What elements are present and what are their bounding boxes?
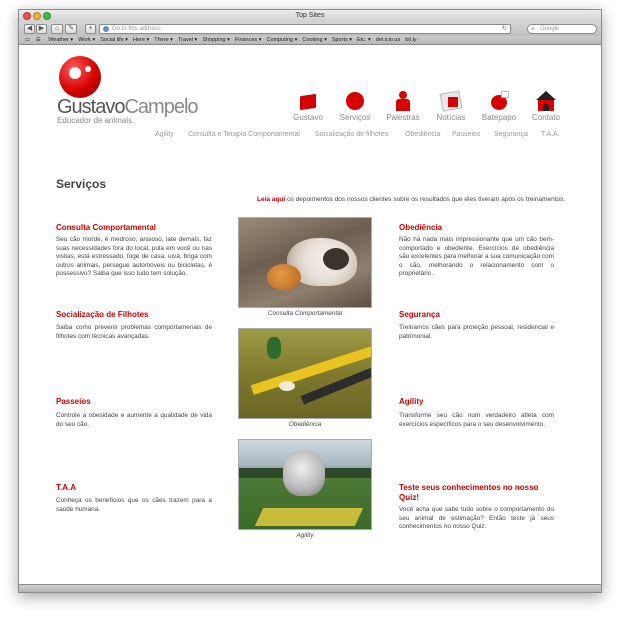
section-body-socializacao: Saiba como prevenir problemas comportamenais de filhotes com técnicas avançadas. bbox=[56, 324, 212, 340]
bookmark-item[interactable]: Etc. ▾ bbox=[357, 37, 371, 43]
reload-icon[interactable]: ↻ bbox=[501, 26, 507, 32]
section-title-passeios[interactable]: Passeios bbox=[56, 397, 91, 406]
edit-button[interactable]: ✎ bbox=[65, 24, 77, 34]
search-icon: ⌕ bbox=[531, 26, 535, 32]
nav-contato[interactable] bbox=[523, 91, 569, 122]
section-title-seguranca[interactable]: Segurança bbox=[399, 310, 440, 319]
bookmark-item[interactable]: Finances ▾ bbox=[234, 37, 262, 43]
add-bookmark-button[interactable]: + bbox=[85, 24, 96, 34]
logo-name: GustavoCampelo bbox=[57, 96, 198, 118]
caption-agility: Agility bbox=[296, 532, 314, 539]
section-body-agility: Transforme seu cão num verdadeiro atleta com exercícios específicos para o seu desenvolvimento. bbox=[399, 412, 554, 428]
nav-gustavo[interactable] bbox=[285, 91, 331, 122]
zoom-window-button[interactable] bbox=[43, 12, 51, 20]
search-placeholder: Google bbox=[540, 26, 560, 32]
bookmark-item[interactable]: Shopping ▾ bbox=[202, 37, 230, 43]
window-title: Top Sites bbox=[295, 12, 325, 19]
search-field[interactable] bbox=[527, 24, 597, 34]
section-body-seguranca: Treinamos cães para proteção pessoal, residencial e patrimonial. bbox=[399, 324, 554, 340]
subnav-agility[interactable]: Agility bbox=[155, 131, 174, 138]
photo-agility bbox=[238, 439, 372, 530]
subnav-taa[interactable]: T.A.A. bbox=[541, 131, 560, 138]
section-title-obediencia[interactable]: Obediência bbox=[399, 223, 443, 232]
subnav-obediencia[interactable]: Obediência bbox=[405, 131, 441, 138]
caption-obediencia: Obediência bbox=[288, 421, 322, 428]
speaker-icon bbox=[392, 91, 414, 111]
newspaper-icon bbox=[440, 91, 462, 111]
nav-noticias[interactable] bbox=[428, 91, 474, 122]
title-bar bbox=[19, 10, 601, 22]
address-placeholder: Go to this address bbox=[112, 26, 161, 32]
web-page bbox=[19, 46, 601, 586]
bookmark-item[interactable]: Travel ▾ bbox=[177, 37, 198, 43]
section-body-obediencia: Não há nada mais impressionante que um cão bem-comportado e obediente. Exercícios de obediência são excelentes para melhorar a sua comunicação com o cão, melhorando o relacionamento com o proprietário. bbox=[399, 236, 554, 277]
nav-palestras[interactable] bbox=[380, 91, 426, 122]
subnav-seguranca[interactable]: Segurança bbox=[494, 131, 528, 138]
logo-ball-icon bbox=[59, 56, 101, 98]
bookmark-item[interactable]: bit.ly bbox=[405, 37, 417, 43]
bookmark-item[interactable]: Work ▾ bbox=[78, 37, 96, 43]
bookmark-item[interactable]: Cooking ▾ bbox=[302, 37, 327, 43]
photo-cat-dog bbox=[238, 217, 372, 308]
bookmark-item[interactable]: Computing ▾ bbox=[266, 37, 298, 43]
section-body-taa: Conheça os benefícios que os cães trazem para a saúde humana. bbox=[56, 497, 212, 513]
subnav-consulta[interactable]: Consulta e Terapia Comportamental bbox=[188, 131, 300, 138]
address-bar[interactable] bbox=[99, 24, 511, 34]
bookmark-item[interactable]: There ▾ bbox=[154, 37, 173, 43]
bookmark-item[interactable]: Here ▾ bbox=[133, 37, 150, 43]
nav-label: Notícias bbox=[436, 113, 466, 122]
reading-list-icon[interactable]: ▭ bbox=[25, 37, 31, 43]
page-title: Serviços bbox=[56, 177, 107, 191]
nav-label: Gustavo bbox=[293, 113, 323, 122]
globe-icon bbox=[103, 26, 109, 32]
back-button[interactable]: ◀ bbox=[24, 24, 35, 34]
toolbar bbox=[19, 22, 601, 36]
bookmarks-bar bbox=[19, 36, 601, 45]
intro-text bbox=[257, 196, 602, 203]
doghouse-icon bbox=[535, 91, 557, 111]
section-body-consulta: Seu cão morde, é medroso, ansioso, late demais, faz suas necessidades fora do local, pula em você ou nas visitas, está estressado, foge de casa, uiva, briga com outros animais, persegue automóveis ou bicicletas, é possessivo? Saiba que isso tudo tem solução. bbox=[56, 236, 212, 277]
intro-link[interactable]: Leia aqui bbox=[257, 196, 286, 203]
section-title-consulta[interactable]: Consulta Comportamental bbox=[56, 223, 157, 232]
subnav-socializacao[interactable]: Socialização de filhotes bbox=[315, 131, 389, 138]
chat-icon bbox=[488, 91, 510, 111]
nav-label: Batepapo bbox=[481, 113, 517, 122]
home-button[interactable]: ⌂ bbox=[51, 24, 63, 34]
bookmark-item[interactable]: del.icio.us bbox=[375, 37, 401, 43]
intro-sentence: os depoimentos dos nossos clientes sobre os resultados que eles tiveram após os treinamentos. bbox=[285, 196, 566, 203]
status-bar bbox=[19, 584, 601, 592]
minimize-window-button[interactable] bbox=[33, 12, 41, 20]
section-title-agility[interactable]: Agility bbox=[399, 397, 424, 406]
nav-label: Contato bbox=[531, 113, 561, 122]
bookmark-item[interactable]: Sports ▾ bbox=[331, 37, 353, 43]
ball-icon bbox=[344, 91, 366, 111]
section-body-passeios: Controle a obesidade e aumente a qualidade de vida do seu cão. bbox=[56, 412, 212, 428]
section-title-socializacao[interactable]: Socialização de Filhotes bbox=[56, 310, 149, 319]
book-icon bbox=[297, 91, 319, 111]
bookmarks-grid-icon[interactable]: ☰ bbox=[35, 37, 41, 43]
section-title-quiz[interactable]: Teste seus conhecimentos no nosso Quiz! bbox=[399, 483, 539, 502]
bookmarks-list bbox=[48, 37, 421, 43]
section-body-quiz: Você acha que sabe tudo sobre o comportamento do seu animal de estimação? Então teste já seus conhecimentos no nosso Quiz. bbox=[399, 506, 554, 530]
subnav-passeios[interactable]: Passeios bbox=[452, 131, 481, 138]
nav-label: Palestras bbox=[386, 113, 420, 122]
browser-window bbox=[18, 9, 602, 593]
bookmark-item[interactable]: Weather ▾ bbox=[48, 37, 74, 43]
nav-servicos[interactable] bbox=[332, 91, 378, 122]
forward-button[interactable]: ▶ bbox=[36, 24, 47, 34]
nav-label: Serviços bbox=[339, 113, 371, 122]
close-window-button[interactable] bbox=[23, 12, 31, 20]
logo-tagline: Educador de animais. bbox=[57, 116, 135, 125]
bookmark-item[interactable]: Social life ▾ bbox=[100, 37, 129, 43]
photo-obediencia bbox=[238, 328, 372, 419]
section-title-taa[interactable]: T.A.A bbox=[56, 483, 76, 492]
nav-batepapo[interactable] bbox=[476, 91, 522, 122]
caption-consulta: Consulta Comportamental bbox=[267, 310, 343, 317]
